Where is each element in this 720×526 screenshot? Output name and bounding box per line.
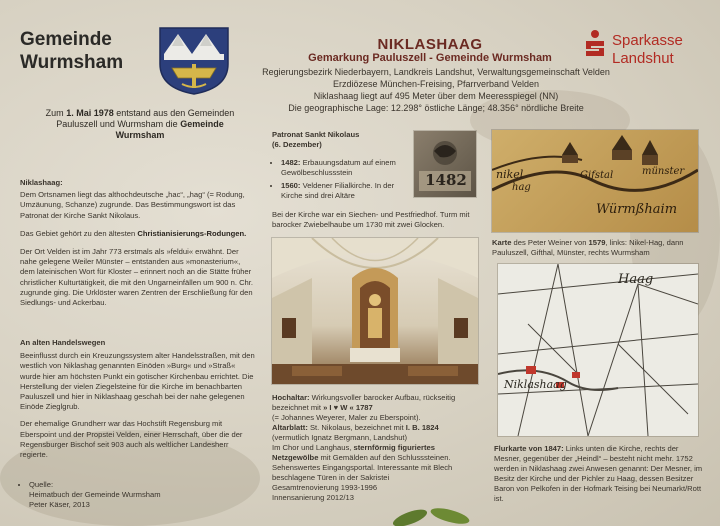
historic-map-1579 [492, 130, 698, 232]
section-patronage: Patronat Sankt Nikolaus (6. Dezember) • 1482: Erbauungsdatum auf einem Gewölbeschlussstein • 1560: Veldener Filialkirche. In der Kirche sind drei Altäre [272, 130, 412, 204]
map-label: hag [512, 182, 531, 193]
section-heading: An alten Handelswegen [20, 338, 106, 347]
location-info: Regierungsbezirk Niederbayern, Landkreis Landshut, Verwaltungsgemeinschaft Velden Erzdiözese München-Freising, Pfarrverband Velden Niklashaag liegt auf 495 Meter über dem Meeresspiegel (NN) Die geographische Lage: 12.298° östliche Länge; 48.356° nördliche Breite [262, 67, 610, 113]
map-1579-caption: Karte des Peter Weiner von 1579, links: Nikel-Hag, dann Pauluszell, Gifthal, Münster, rechts Wurmsham [492, 238, 684, 257]
map-label: Niklashaag [504, 378, 567, 391]
map-label: nikel [496, 168, 524, 181]
map-label: münster [642, 166, 685, 177]
cemetery-note: Bei der Kirche war ein Siechen- und Pestfriedhof. Turm mit barocker Zwiebelhaube um 1730 mit zwei Glocken. [272, 210, 470, 229]
map-label: Haag [618, 272, 654, 287]
map-label: Gifstal [580, 170, 614, 181]
map-1847-caption: Flurkarte von 1847: Links unten die Kirche, rechts der Mesner, gegenüber der „Heindl“ – besteht nicht mehr. 1752 werden in Niklashaag zwei Anwesen genannt: Der Mesner, im Besitz der Kirche und der Pichler zu Haag, dessen Besitzer Baron von Pelkofen in der Hofmark Teising bei Neumarkt/Rott ist. [494, 444, 703, 503]
leaves-foreground [380, 504, 500, 526]
list-item: • 1560: Veldener Filialkirche. In der Kirche sind drei Altäre [281, 181, 412, 201]
map-label: Würmßhaim [596, 202, 678, 217]
section-heading: Niklashaag: [20, 178, 63, 187]
board-subtitle: Gemarkung Pauluszell - Gemeinde Wurmsham [308, 52, 552, 64]
intro-text: Zum 1. Mai 1978 entstand aus den Gemeinden Pauluszell und Wurmsham die Gemeinde Wurmsham [45, 108, 235, 140]
municipality-title: Gemeinde Wurmsham [20, 29, 124, 73]
altar-caption: Hochaltar: Wirkungsvoller barocker Aufbau, rückseitig bezeichnet mit » I ♥ W « 1787 (= Johannes Weyerer, Maler zu Eberspoint). Altarblatt: St. Nikolaus, bezeichnet mit I. B. 1824 (vermutlich Ignatz Bergmann, Landshut) Im Chor und Langhaus, sternförmig figuriertes Netzgewölbe mit Gemälden auf den Schlusssteinen. Sehenswertes Eingangsportal. Interessante mit Blech beschlagene Türen in der Sakristei Gesamtrenovierung 1993-1996 Innensanierung 2012/13 [272, 393, 456, 502]
cadastral-map-1847 [498, 264, 698, 436]
sponsor-name: Sparkasse Landshut [612, 32, 683, 67]
coat-of-arms [158, 26, 230, 96]
section-niklashaag: Niklashaag: Dem Ortsnamen liegt das althochdeutsche „hac“, „hag“ (= Rodung, Umzäunung, Schanze) zugrunde. Das Bestimmungswort ist das Patronat der Kirche Sankt Nikolaus. Das Gebiet gehört zu den ältesten Christianisierungs-Rodungen. Der Ort Velden ist im Jahr 773 erstmals als »feldui« erwähnt. Der nahe gelegene Weiler Münster – entstanden aus »monasterium«, dem lateinischen Wort für Kloster – erinnert noch an die Stätte früher christlicher Kulturtätigkeit, die mit den Ungarneinfällen um 900 n. Chr. zugrunde ging. Die Urklöster waren Zentren der Erschließung für den Siedlungs- und Ackerbau. [20, 178, 253, 308]
section-trade-routes: An alten Handelswegen Beeinflusst durch ein Kreuzungssystem alter Handelsstraßen, mit den westlich von Niklashag genannten Einöden »Burg« und »Straß« wurde hier am höchsten Punkt ein gotischer Kirchenbau errichtet. Die Herstellung der vielen Ziegelsteine für die Kirche im benachbarten Pauluszell und hier in Niklashaag geschah bei der nahe gelegenen Einöde Zieglgrub. Der ehemalige Grundherr war das Hochstift Regensburg mit Eberspoint und der Propstei Velden, einer Herrschaft, über die der Regensburger Bischof seit 903 auch als weltlicher Landesherr regierte. [20, 338, 255, 460]
church-interior-photo [272, 238, 478, 384]
keystone-photo [414, 131, 476, 197]
list-item: • 1482: Erbauungsdatum auf einem Gewölbeschlussstein [281, 158, 412, 178]
board-title: NIKLASHAAG [377, 36, 483, 53]
source-note: • Quelle: Heimatbuch der Gemeinde Wurmsham Peter Käser, 2013 [20, 480, 240, 510]
carved-date: 1482 [425, 171, 467, 189]
